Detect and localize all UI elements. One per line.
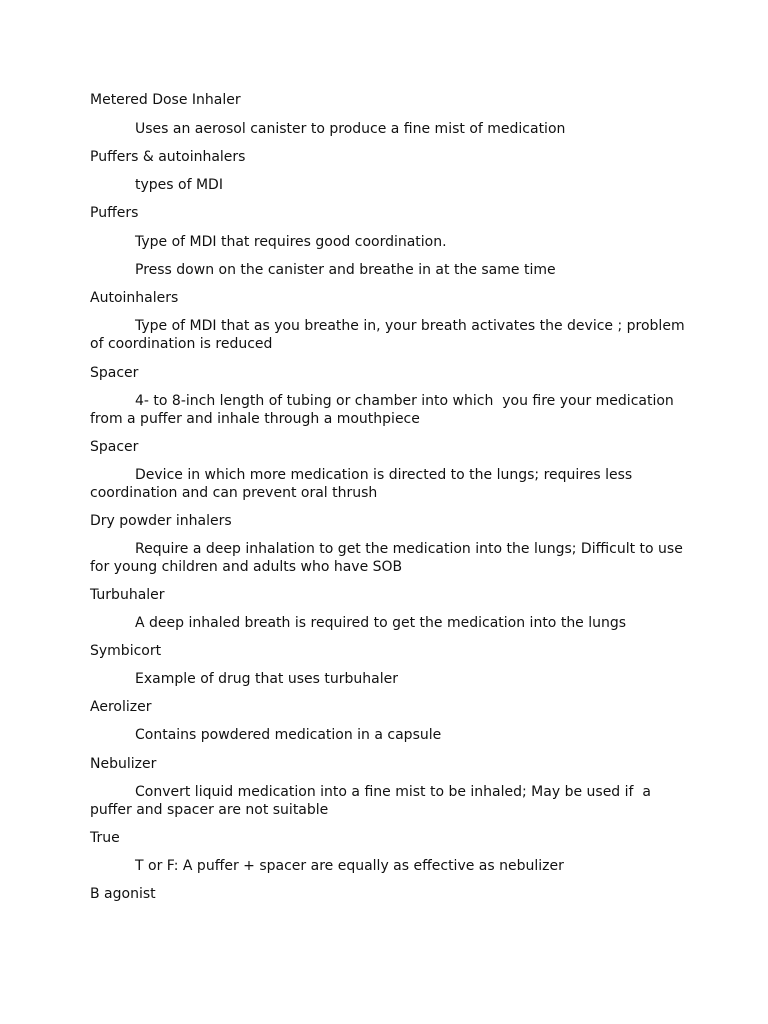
term-dry-powder-inhalers: Dry powder inhalers bbox=[90, 513, 232, 529]
term-symbicort: Symbicort bbox=[90, 643, 162, 659]
definition-spacer-1: 4- to 8-inch length of tubing or chamber into which you fire your medication from a puffer and inhale through a mouthpiece bbox=[90, 393, 679, 427]
definition-metered-dose-inhaler: Uses an aerosol canister to produce a fine mist of medication bbox=[135, 121, 566, 137]
definition-nebulizer: Convert liquid medication into a fine mist to be inhaled; May be used if a puffer and spacer are not suitable bbox=[90, 784, 656, 818]
term-puffers-autoinhalers: Puffers & autoinhalers bbox=[90, 149, 246, 165]
definition-autoinhalers: Type of MDI that as you breathe in, your breath activates the device ; problem of coordination is reduced bbox=[90, 318, 690, 352]
term-metered-dose-inhaler: Metered Dose Inhaler bbox=[90, 92, 241, 108]
term-autoinhalers: Autoinhalers bbox=[90, 290, 179, 306]
definition-true: T or F: A puffer + spacer are equally as effective as nebulizer bbox=[135, 858, 564, 874]
term-b-agonist: B agonist bbox=[90, 886, 156, 902]
term-spacer-1: Spacer bbox=[90, 365, 139, 381]
definition-spacer-2: Device in which more medication is directed to the lungs; requires less coordination and can prevent oral thrush bbox=[90, 467, 637, 501]
term-aerolizer: Aerolizer bbox=[90, 699, 152, 715]
definition-puffers-autoinhalers: types of MDI bbox=[135, 177, 223, 193]
term-puffers: Puffers bbox=[90, 205, 139, 221]
term-nebulizer: Nebulizer bbox=[90, 756, 157, 772]
definition-turbuhaler: A deep inhaled breath is required to get the medication into the lungs bbox=[135, 615, 627, 631]
definition-puffers-2: Press down on the canister and breathe in at the same time bbox=[135, 262, 556, 278]
term-spacer-2: Spacer bbox=[90, 439, 139, 455]
definition-puffers: Type of MDI that requires good coordination. bbox=[135, 234, 447, 250]
term-turbuhaler: Turbuhaler bbox=[90, 587, 165, 603]
term-true: True bbox=[90, 830, 120, 846]
definition-aerolizer: Contains powdered medication in a capsule bbox=[135, 727, 442, 743]
definition-dry-powder-inhalers: Require a deep inhalation to get the medication into the lungs; Difficult to use for young children and adults who have SOB bbox=[90, 541, 688, 575]
definition-symbicort: Example of drug that uses turbuhaler bbox=[135, 671, 398, 687]
